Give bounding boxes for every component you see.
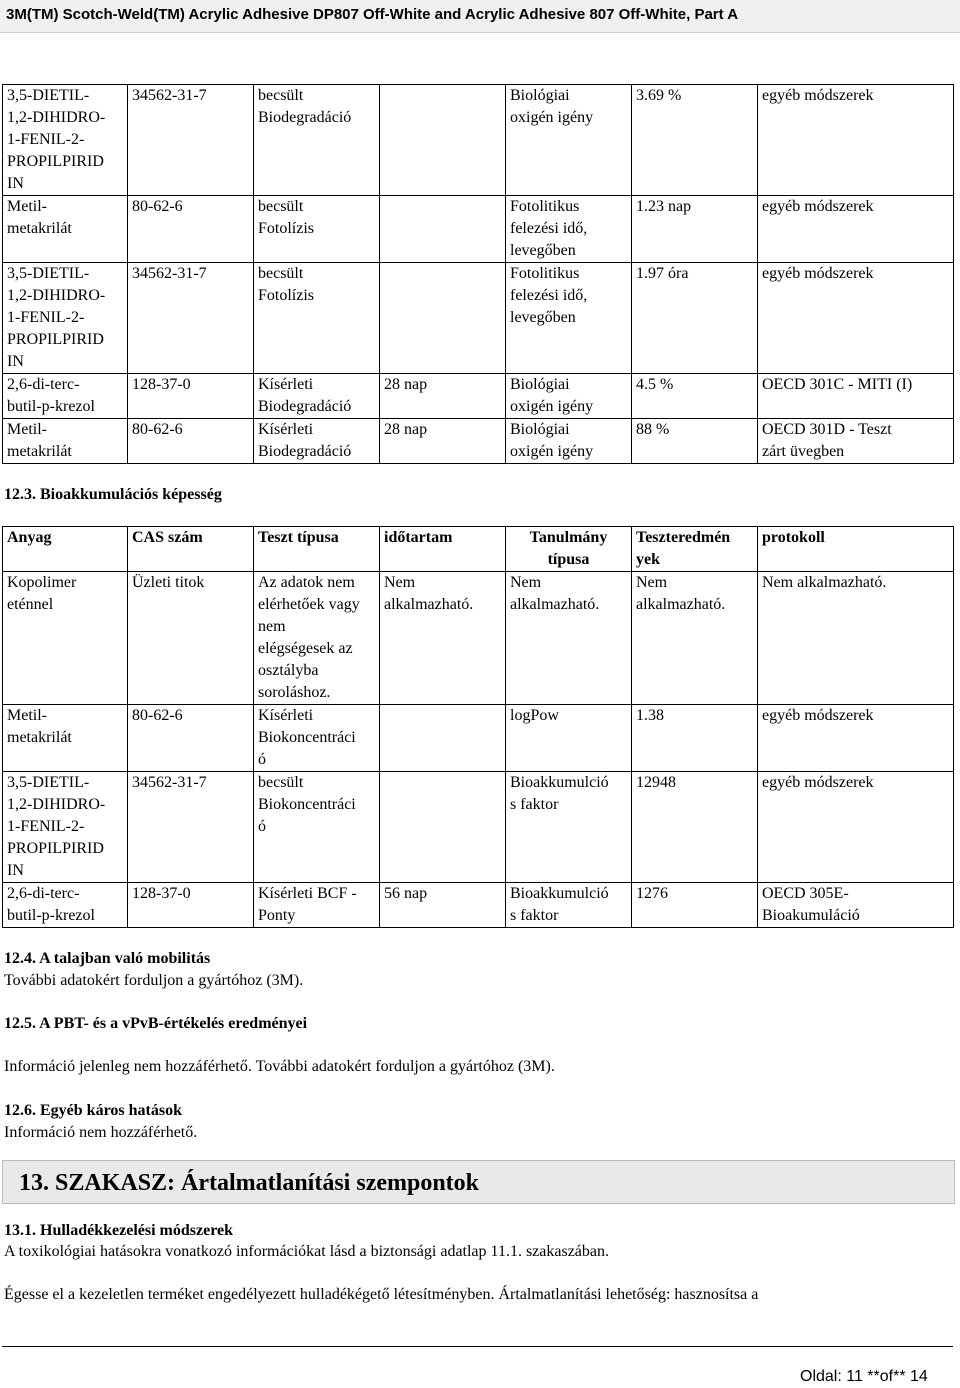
section-12-3-heading: 12.3. Bioakkumulációs képesség (4, 486, 222, 503)
substance-cell (3, 85, 128, 196)
substance-cell (3, 263, 128, 374)
result-cell (632, 196, 758, 263)
cas-cell-text: 80-62-6 (132, 198, 183, 215)
test-type-cell-text: becsült (258, 87, 304, 104)
result-cell (632, 572, 758, 705)
protocol-cell-text: OECD 305E- (762, 885, 849, 902)
cas-cell-text: Üzleti titok (132, 574, 205, 591)
substance-cell-text: butil-p-krezol (7, 398, 95, 415)
study-type-cell-text: levegőben (510, 309, 576, 326)
column-header (128, 527, 254, 572)
result-cell-text: 1.38 (636, 707, 664, 724)
protocol-cell (758, 772, 954, 883)
section-12-6-text: Információ nem hozzáférhető. (4, 1124, 198, 1141)
document-title: 3M(TM) Scotch-Weld(TM) Acrylic Adhesive DP807 Off-White and Acrylic Adhesive 807 Off-White, Part A (6, 6, 739, 23)
test-type-cell-text: elérhetőek vagy (258, 596, 360, 613)
study-type-cell-text: felezési idő, (510, 220, 588, 237)
study-type-cell-text: oxigén igény (510, 398, 594, 415)
duration-cell (380, 196, 506, 263)
test-type-cell-text: Fotolízis (258, 220, 315, 237)
study-type-cell (506, 263, 632, 374)
column-header-text: időtartam (384, 529, 453, 546)
column-header (3, 527, 128, 572)
column-header-text: típusa (547, 551, 590, 568)
substance-cell (3, 572, 128, 705)
substance-cell-text: 2,6-di-terc- (7, 885, 80, 902)
substance-cell-text: PROPILPIRID (7, 331, 104, 348)
duration-cell (380, 572, 506, 705)
table-row (3, 419, 954, 464)
result-cell (632, 263, 758, 374)
document-header (0, 0, 960, 33)
study-type-cell-text: Biológiai (510, 376, 570, 393)
substance-cell (3, 772, 128, 883)
result-cell-text: 3.69 % (636, 87, 682, 104)
table-row (3, 772, 954, 883)
cas-cell (128, 883, 254, 928)
test-type-cell-text: Biodegradáció (258, 109, 352, 126)
substance-cell-text: metakrilát (7, 729, 72, 746)
study-type-cell-text: Nem (510, 574, 542, 591)
test-type-cell (254, 572, 380, 705)
protocol-cell (758, 572, 954, 705)
study-type-cell (506, 374, 632, 419)
substance-cell (3, 419, 128, 464)
table-header-row (3, 527, 954, 572)
test-type-cell-text: Kísérleti (258, 707, 314, 724)
substance-cell-text: 2,6-di-terc- (7, 376, 80, 393)
result-cell (632, 705, 758, 772)
substance-cell-text: Metil- (7, 198, 47, 215)
test-type-cell (254, 772, 380, 883)
protocol-cell (758, 419, 954, 464)
column-header-text: protokoll (762, 529, 825, 546)
result-cell-text: 4.5 % (636, 376, 674, 393)
table-row (3, 572, 954, 705)
test-type-cell-text: nem (258, 618, 286, 635)
test-type-cell (254, 705, 380, 772)
cas-cell (128, 772, 254, 883)
study-type-cell-text: Biológiai (510, 87, 570, 104)
test-type-cell-text: Kísérleti BCF - (258, 885, 357, 902)
substance-cell-text: metakrilát (7, 220, 72, 237)
cas-cell-text: 34562-31-7 (132, 87, 207, 104)
test-type-cell-text: Az adatok nem (258, 574, 355, 591)
substance-cell (3, 883, 128, 928)
result-cell-text: alkalmazható. (636, 596, 726, 613)
study-type-cell-text: Fotolitikus (510, 265, 580, 282)
substance-cell-text: IN (7, 862, 24, 879)
study-type-cell (506, 883, 632, 928)
page-number: Oldal: 11 **of** 14 (800, 1368, 928, 1385)
cas-cell (128, 374, 254, 419)
cas-cell (128, 419, 254, 464)
result-cell-text: 1.23 nap (636, 198, 692, 215)
study-type-cell-text: Biológiai (510, 421, 570, 438)
substance-cell-text: Metil- (7, 707, 47, 724)
duration-cell-text: 28 nap (384, 376, 428, 393)
study-type-cell-text: oxigén igény (510, 443, 594, 460)
protocol-cell (758, 196, 954, 263)
protocol-cell-text: egyéb módszerek (762, 87, 874, 104)
column-header (632, 527, 758, 572)
duration-cell (380, 883, 506, 928)
study-type-cell-text: Fotolitikus (510, 198, 580, 215)
duration-cell (380, 705, 506, 772)
test-type-cell-text: ó (258, 818, 266, 835)
column-header (758, 527, 954, 572)
protocol-cell-text: OECD 301C - MITI (I) (762, 376, 913, 393)
study-type-cell (506, 419, 632, 464)
substance-cell-text: Metil- (7, 421, 47, 438)
section-12-6-heading: 12.6. Egyéb káros hatások (4, 1102, 182, 1119)
table-row (3, 196, 954, 263)
cas-cell-text: 128-37-0 (132, 885, 191, 902)
study-type-cell (506, 572, 632, 705)
column-header-text: yek (636, 551, 660, 568)
study-type-cell-text: levegőben (510, 242, 576, 259)
test-type-cell-text: Biokoncentráci (258, 796, 356, 813)
test-type-cell-text: soroláshoz. (258, 684, 331, 701)
result-cell-text: 1.97 óra (636, 265, 689, 282)
test-type-cell (254, 419, 380, 464)
cas-cell-text: 80-62-6 (132, 707, 183, 724)
substance-cell-text: 3,5-DIETIL- (7, 87, 90, 104)
study-type-cell-text: felezési idő, (510, 287, 588, 304)
column-header (254, 527, 380, 572)
protocol-cell-text: egyéb módszerek (762, 265, 874, 282)
result-cell (632, 85, 758, 196)
protocol-cell-text: OECD 301D - Teszt (762, 421, 892, 438)
cas-cell-text: 128-37-0 (132, 376, 191, 393)
study-type-cell-text: logPow (510, 707, 559, 724)
study-type-cell-text: Bioakkumulció (510, 885, 609, 902)
table-row (3, 705, 954, 772)
test-type-cell-text: ó (258, 751, 266, 768)
test-type-cell (254, 883, 380, 928)
duration-cell (380, 85, 506, 196)
test-type-cell-text: Ponty (258, 907, 296, 924)
protocol-cell-text: egyéb módszerek (762, 774, 874, 791)
result-cell (632, 419, 758, 464)
study-type-cell-text: s faktor (510, 796, 559, 813)
test-type-cell (254, 196, 380, 263)
protocol-cell (758, 705, 954, 772)
test-type-cell-text: elégségesek az (258, 640, 353, 657)
protocol-cell (758, 263, 954, 374)
cas-cell-text: 80-62-6 (132, 421, 183, 438)
study-type-cell-text: Bioakkumulció (510, 774, 609, 791)
section-12-5-heading: 12.5. A PBT- és a vPvB-értékelés eredményei (4, 1015, 308, 1032)
duration-cell-text: 28 nap (384, 421, 428, 438)
section-12-4-text: További adatokért forduljon a gyártóhoz (3M). (4, 972, 304, 989)
table-row (3, 85, 954, 196)
test-type-cell (254, 374, 380, 419)
duration-cell (380, 419, 506, 464)
cas-cell (128, 263, 254, 374)
section-13-banner (2, 1160, 955, 1204)
table-row (3, 883, 954, 928)
protocol-cell-text: Nem alkalmazható. (762, 574, 887, 591)
substance-cell-text: 1-FENIL-2- (7, 131, 85, 148)
cas-cell (128, 196, 254, 263)
substance-cell-text: 1,2-DIHIDRO- (7, 287, 106, 304)
substance-cell-text: IN (7, 353, 24, 370)
section-13-1-text-1: A toxikológiai hatásokra vonatkozó információkat lásd a biztonsági adatlap 11.1. szakaszában. (4, 1243, 609, 1260)
test-type-cell-text: Biokoncentráci (258, 729, 356, 746)
study-type-cell-text: oxigén igény (510, 109, 594, 126)
substance-cell-text: butil-p-krezol (7, 907, 95, 924)
duration-cell (380, 772, 506, 883)
degradation-table (2, 84, 954, 464)
study-type-cell (506, 705, 632, 772)
column-header-text: Teszt típusa (258, 529, 339, 546)
result-cell (632, 374, 758, 419)
section-12-4-heading: 12.4. A talajban való mobilitás (4, 950, 211, 967)
duration-cell (380, 374, 506, 419)
result-cell (632, 772, 758, 883)
duration-cell-text: Nem (384, 574, 416, 591)
result-cell (632, 883, 758, 928)
substance-cell-text: eténnel (7, 596, 54, 613)
section-13-title: 13. SZAKASZ: Ártalmatlanítási szempontok (19, 1170, 480, 1196)
substance-cell-text: Kopolimer (7, 574, 77, 591)
substance-cell (3, 196, 128, 263)
table-row (3, 374, 954, 419)
substance-cell-text: metakrilát (7, 443, 72, 460)
column-header-text: Teszteredmén (636, 529, 731, 546)
test-type-cell-text: Kísérleti (258, 421, 314, 438)
substance-cell-text: 3,5-DIETIL- (7, 265, 90, 282)
test-type-cell (254, 85, 380, 196)
protocol-cell-text: egyéb módszerek (762, 198, 874, 215)
test-type-cell-text: becsült (258, 774, 304, 791)
result-cell-text: 88 % (636, 421, 670, 438)
section-12-5-text: Információ jelenleg nem hozzáférhető. További adatokért forduljon a gyártóhoz (3M). (4, 1058, 555, 1075)
cas-cell (128, 705, 254, 772)
duration-cell (380, 263, 506, 374)
column-header-text: Tanulmány (529, 529, 608, 546)
result-cell-text: 1276 (636, 885, 668, 902)
duration-cell-text: 56 nap (384, 885, 428, 902)
test-type-cell-text: osztályba (258, 662, 319, 679)
substance-cell-text: 1-FENIL-2- (7, 309, 85, 326)
protocol-cell-text: zárt üvegben (762, 443, 845, 460)
test-type-cell (254, 263, 380, 374)
substance-cell-text: 1,2-DIHIDRO- (7, 109, 106, 126)
substance-cell (3, 374, 128, 419)
test-type-cell-text: Biodegradáció (258, 398, 352, 415)
result-cell-text: 12948 (636, 774, 676, 791)
study-type-cell-text: alkalmazható. (510, 596, 600, 613)
cas-cell (128, 85, 254, 196)
table-row (3, 263, 954, 374)
substance-cell-text: PROPILPIRID (7, 840, 104, 857)
test-type-cell-text: becsült (258, 265, 304, 282)
protocol-cell (758, 883, 954, 928)
result-cell-text: Nem (636, 574, 668, 591)
footer-divider (2, 1346, 953, 1347)
column-header (380, 527, 506, 572)
substance-cell-text: 1-FENIL-2- (7, 818, 85, 835)
bioaccumulation-table (2, 526, 954, 928)
cas-cell-text: 34562-31-7 (132, 265, 207, 282)
protocol-cell (758, 85, 954, 196)
test-type-cell-text: Kísérleti (258, 376, 314, 393)
cas-cell-text: 34562-31-7 (132, 774, 207, 791)
duration-cell-text: alkalmazható. (384, 596, 474, 613)
test-type-cell-text: becsült (258, 198, 304, 215)
substance-cell-text: 1,2-DIHIDRO- (7, 796, 106, 813)
test-type-cell-text: Biodegradáció (258, 443, 352, 460)
substance-cell-text: 3,5-DIETIL- (7, 774, 90, 791)
column-header-text: CAS szám (132, 529, 203, 546)
protocol-cell-text: egyéb módszerek (762, 707, 874, 724)
study-type-cell-text: s faktor (510, 907, 559, 924)
cas-cell (128, 572, 254, 705)
substance-cell-text: PROPILPIRID (7, 153, 104, 170)
study-type-cell (506, 772, 632, 883)
test-type-cell-text: Fotolízis (258, 287, 315, 304)
study-type-cell (506, 196, 632, 263)
substance-cell-text: IN (7, 175, 24, 192)
protocol-cell-text: Bioakumuláció (762, 907, 860, 924)
section-13-1-heading: 13.1. Hulladékkezelési módszerek (4, 1222, 234, 1239)
study-type-cell (506, 85, 632, 196)
column-header (506, 527, 632, 572)
protocol-cell (758, 374, 954, 419)
column-header-text: Anyag (7, 529, 52, 546)
substance-cell (3, 705, 128, 772)
section-13-1-text-2: Égesse el a kezeletlen terméket engedélyezett hulladékégető létesítményben. Ártalmatlanítási lehetőség: hasznosítsa a (4, 1286, 759, 1303)
